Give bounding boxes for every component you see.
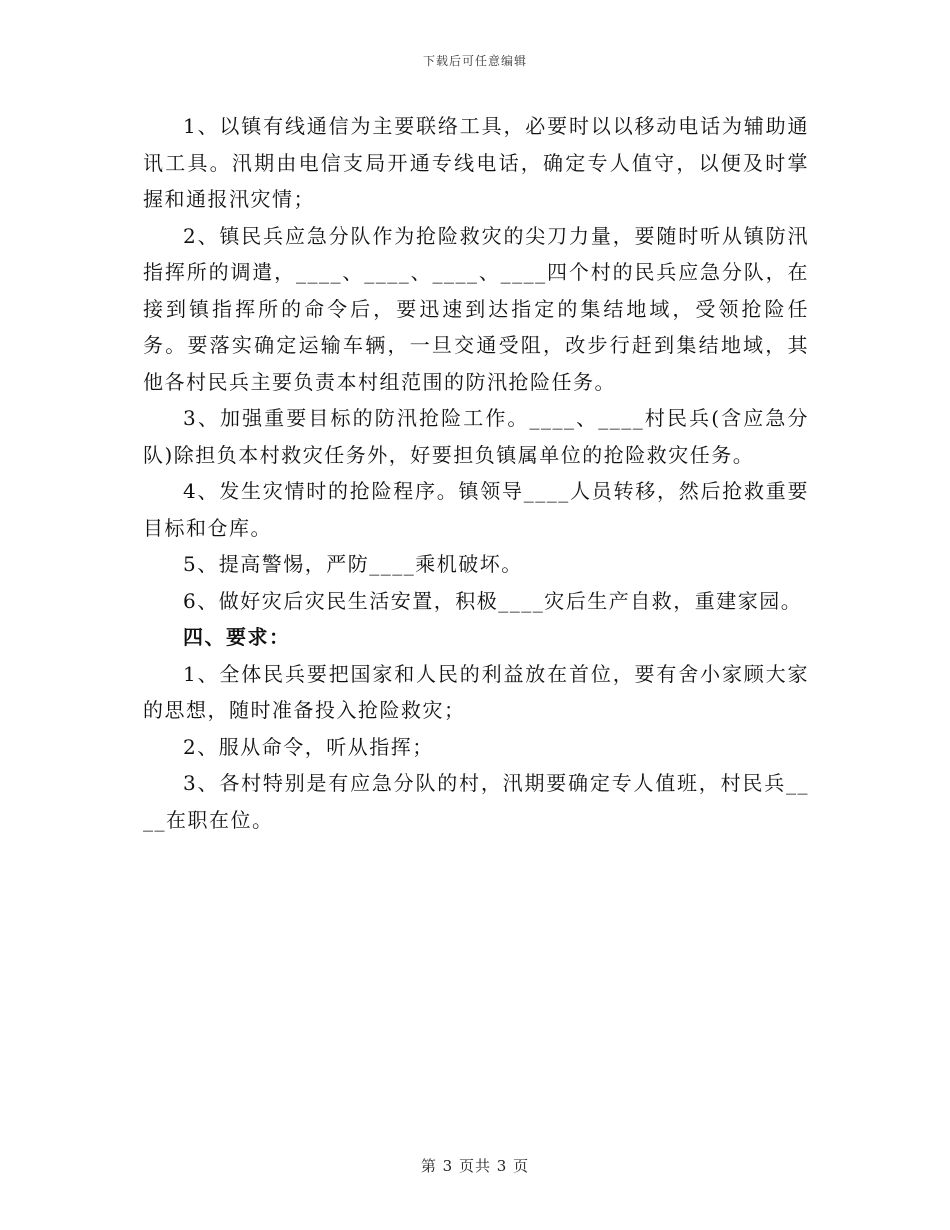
- paragraph-item-4: 4、发生灾情时的抢险程序。镇领导____人员转移，然后抢救重要目标和仓库。: [143, 479, 809, 540]
- section-heading-requirements: 四、要求：: [183, 625, 291, 649]
- paragraph-item-2: 2、镇民兵应急分队作为抢险救灾的尖刀力量，要随时听从镇防汛指挥所的调遣，____、____、____、____四个村的民兵应急分队，在接到镇指挥所的命令后，要迅速到达指定的集结地域，受领抢险任务。要落实确定运输车辆，一旦交通受阻，改步行赶到集结地域，其他各村民兵主要负责本村组范围的防汛抢险任务。: [143, 223, 809, 394]
- requirement-item-2: 2、服从命令，听从指挥；: [183, 734, 434, 759]
- paragraph-item-3: 3、加强重要目标的防汛抢险工作。____、____村民兵(含应急分队)除担负本村救灾任务外，好要担负镇属单位的抢险救灾任务。: [143, 406, 809, 467]
- paragraph-item-6: 6、做好灾后灾民生活安置，积极____灾后生产自救，重建家园。: [183, 588, 803, 613]
- requirement-item-1: 1、全体民兵要把国家和人民的利益放在首位，要有舍小家顾大家的思想，随时准备投入抢险救灾；: [143, 661, 809, 722]
- document-body: [143, 108, 809, 838]
- requirement-item-3: 3、各村特别是有应急分队的村，汛期要确定专人值班，村民兵____在职在位。: [143, 771, 809, 832]
- page-footer: 第 3 页共 3 页: [420, 1157, 530, 1175]
- page-header: 下载后可任意编辑: [422, 54, 527, 68]
- paragraph-item-1: 1、以镇有线通信为主要联络工具，必要时以以移动电话为辅助通讯工具。汛期由电信支局开通专线电话，确定专人值守，以便及时掌握和通报汛灾情；: [143, 114, 809, 211]
- paragraph-item-5: 5、提高警惕，严防____乘机破坏。: [183, 552, 523, 576]
